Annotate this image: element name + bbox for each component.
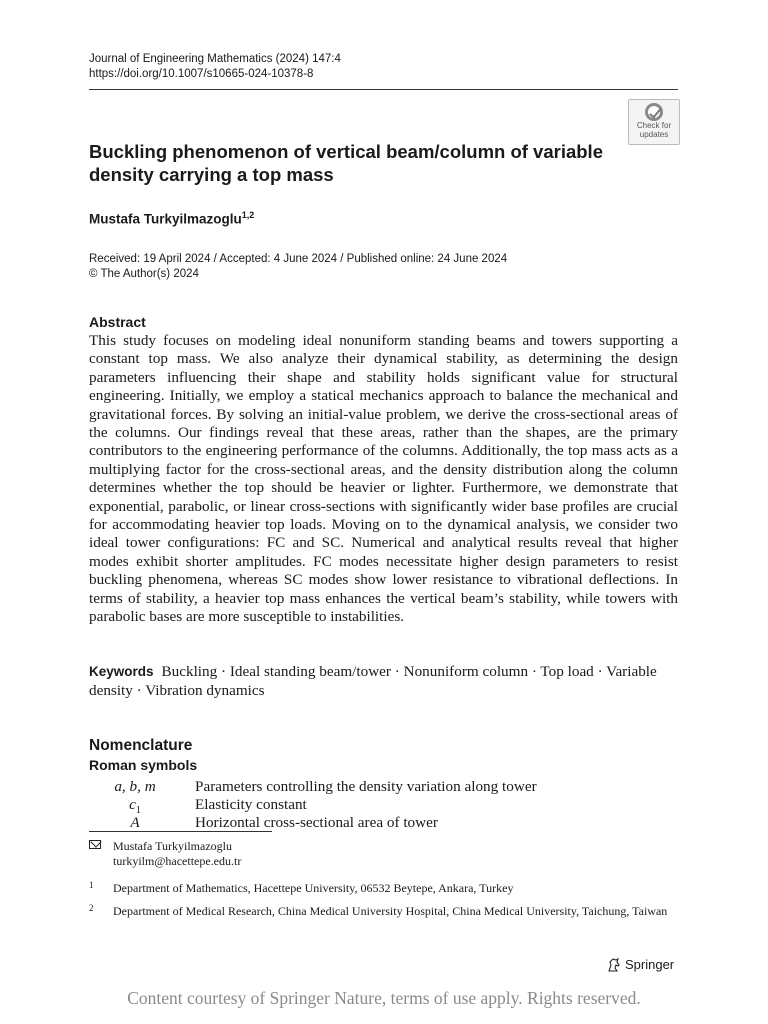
nomenclature-heading: Nomenclature	[89, 737, 193, 754]
nomenclature-definition: Parameters controlling the density variation along tower	[195, 778, 537, 795]
publication-dates: Received: 19 April 2024 / Accepted: 4 June 2024 / Published online: 24 June 2024	[89, 253, 508, 265]
journal-header	[89, 52, 341, 82]
journal-citation: Journal of Engineering Mathematics (2024) 147:4	[89, 53, 341, 65]
affiliation-number: 2	[89, 903, 94, 913]
affiliation-text: Department of Medical Research, China Medical University Hospital, China Medical University, Taichung, Taiwan	[113, 904, 668, 918]
nomenclature-symbol: A	[130, 814, 140, 831]
keywords-list: Buckling · Ideal standing beam/tower · Nonuniform column · Top load · Variable density · Vibration dynamics	[89, 663, 657, 699]
header-divider	[89, 89, 678, 90]
footnote-divider	[89, 831, 272, 832]
doi-link[interactable]: https://doi.org/10.1007/s10665-024-10378-8	[89, 68, 314, 80]
corresponding-author-email[interactable]: turkyilm@hacettepe.edu.tr	[113, 854, 242, 868]
springer-horse-icon	[606, 957, 622, 973]
keywords-block	[89, 662, 678, 700]
check-for-updates-badge[interactable]	[628, 99, 680, 145]
badge-line2: updates	[639, 130, 669, 139]
paper-title: Buckling phenomenon of vertical beam/column of variable density carrying a top mass	[89, 141, 603, 185]
check-icon	[645, 103, 663, 121]
copyright-notice: © The Author(s) 2024	[89, 268, 199, 280]
courtesy-watermark: Content courtesy of Springer Nature, terms of use apply. Rights reserved.	[127, 988, 641, 1008]
author-line	[89, 210, 254, 227]
nomenclature-symbol: a, b, m	[114, 778, 156, 795]
publisher-name: Springer	[625, 957, 675, 973]
nomenclature-definition: Elasticity constant	[195, 796, 307, 813]
springer-logo	[606, 956, 674, 973]
affiliation-item	[89, 881, 678, 896]
corresponding-author-name: Mustafa Turkyilmazoglu	[113, 839, 232, 853]
keywords-label: Keywords	[89, 664, 154, 679]
corresponding-author	[89, 839, 241, 869]
abstract-heading: Abstract	[89, 314, 146, 330]
author-affiliation-marks: 1,2	[241, 210, 255, 220]
abstract-body: This study focuses on modeling ideal nonuniform standing beams and towers supporting a constant top mass. We also analyze their dynamical stability, as determining the design parameters influencing their shape and stability holds significant value for structural engineering. Initially, we employ a statical mechanics approach to balance the mechanical and gravitational forces. By solving an initial-value problem, we derive the cross-sectional areas of the columns. Our findings reveal that these areas, rather than the shapes, are the primary contributors to the engineering performance of the columns. Additionally, the top mass acts as a multiplying factor for the cross-sectional areas, and the density distribution along the column determines whether the top should be heavier or lighter. Furthermore, we demonstrate that exponential, parabolic, or linear cross-sections with significantly wider base profiles are crucial for accommodating heavier top loads. Moving on to the dynamical analysis, we consider two ideal tower configurations: FC and SC. Numerical and analytical results reveal that higher modes exhibit shorter amplitudes. FC modes necessitate higher design parameters to resist buckling phenomena, whereas SC modes show lower resistance to vibrational deflections. In terms of stability, a heavier top mass enhances the vertical beam’s stability, while towers with parabolic bases are more susceptible to instabilities.	[89, 332, 678, 626]
affiliation-text: Department of Mathematics, Hacettepe University, 06532 Beytepe, Ankara, Turkey	[113, 881, 514, 895]
badge-line1: Check for	[636, 121, 672, 130]
nomenclature-symbol: $c_1$	[129, 796, 141, 817]
nomenclature-definition: Horizontal cross-sectional area of tower	[195, 814, 438, 831]
affiliation-item	[89, 904, 678, 919]
publication-info	[89, 252, 507, 282]
author-name: Mustafa Turkyilmazoglu	[89, 211, 242, 227]
roman-symbols-heading: Roman symbols	[89, 757, 198, 773]
envelope-icon	[89, 840, 101, 849]
affiliation-number: 1	[89, 880, 94, 890]
